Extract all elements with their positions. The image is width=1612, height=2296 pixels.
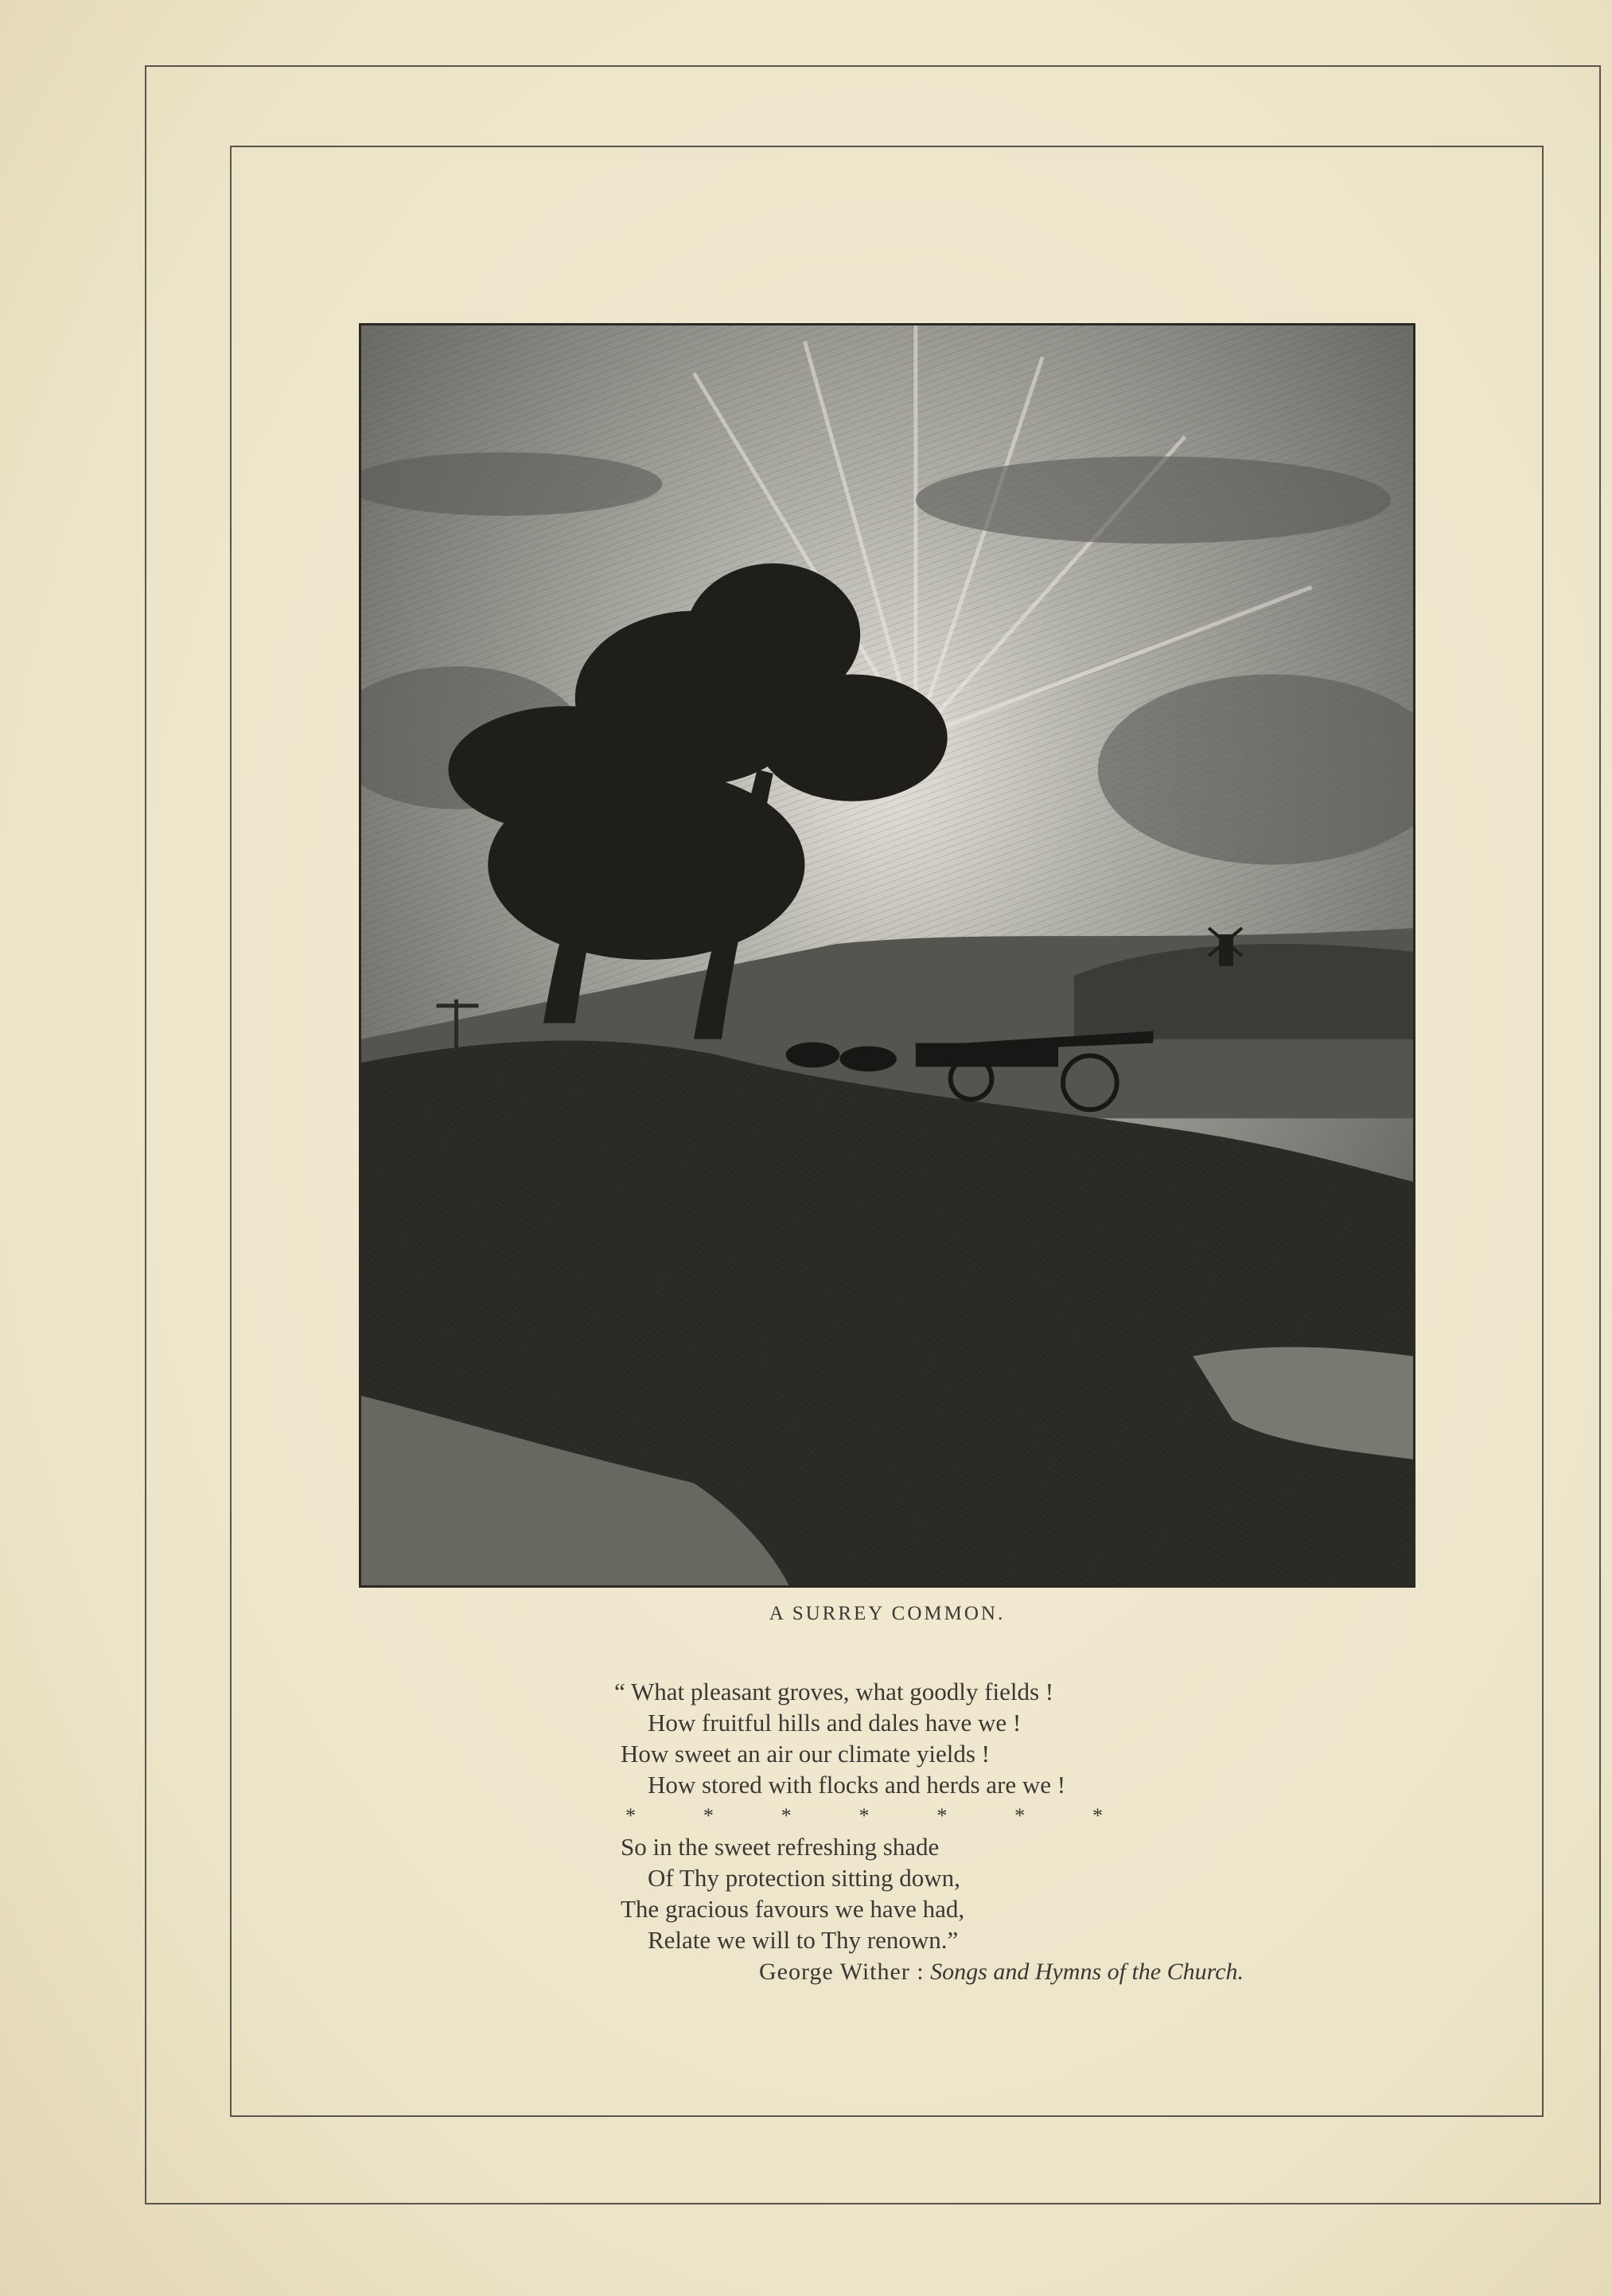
- illustration-caption: A SURREY COMMON.: [769, 1603, 1006, 1624]
- poem-line: The gracious favours we have had,: [621, 1895, 965, 1923]
- attribution: [759, 1959, 1475, 1986]
- poem-line: How sweet an air our climate yields !: [621, 1740, 990, 1768]
- stanza-separator: [621, 1800, 1103, 1831]
- asterisk: *: [625, 1804, 636, 1827]
- poem-line: How fruitful hills and dales have we !: [648, 1709, 1022, 1737]
- poem-line: Of Thy protection sitting down,: [648, 1864, 960, 1892]
- asterisk: *: [703, 1804, 714, 1827]
- poem-block: [614, 1676, 1416, 1955]
- asterisk: *: [859, 1804, 870, 1827]
- landscape-engraving: [361, 325, 1413, 1585]
- asterisk: *: [1014, 1804, 1026, 1827]
- poem-line: Relate we will to Thy renown.”: [648, 1926, 959, 1954]
- engraving-illustration: [359, 323, 1415, 1588]
- asterisk: *: [1092, 1804, 1103, 1827]
- poem-line: So in the sweet refreshing shade: [621, 1833, 940, 1861]
- poem-line: “ What pleasant groves, what goodly fields !: [614, 1678, 1054, 1705]
- asterisk: *: [781, 1804, 792, 1827]
- attribution-work: Songs and Hymns of the Church.: [930, 1959, 1244, 1985]
- poem-line: How stored with flocks and herds are we !: [648, 1771, 1066, 1799]
- asterisk: *: [936, 1804, 948, 1827]
- attribution-author: George Wither :: [759, 1959, 925, 1985]
